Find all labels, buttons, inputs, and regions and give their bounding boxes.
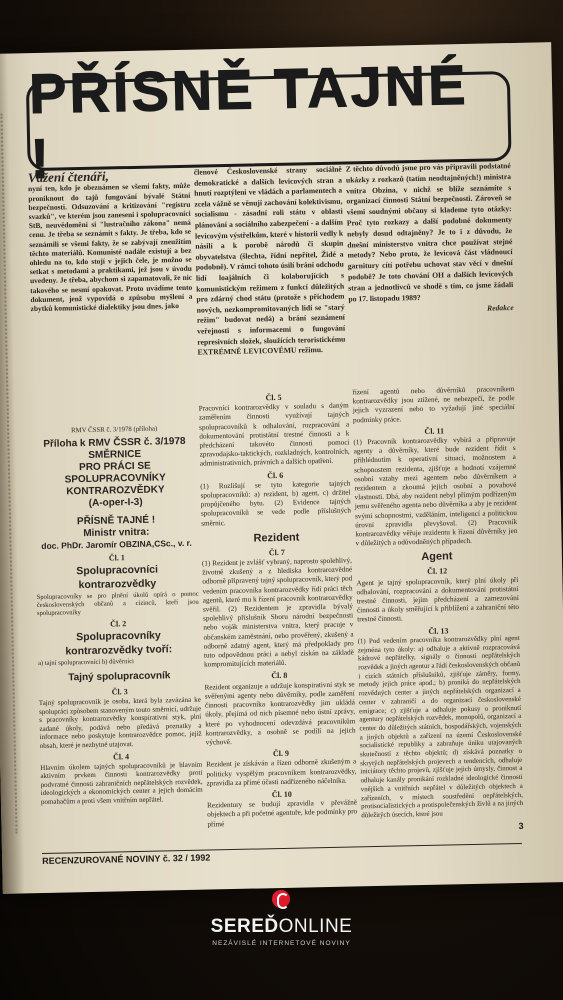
document-column-right xyxy=(352,385,523,824)
signature: Redakce xyxy=(487,303,514,313)
article-9-text: Rezident je získáván a řízen odborně zkušeným a politicky vyspělým pracovníkem kontrarozvědky, zpravidla za přímé účasti nadřízeného náčelníka. xyxy=(206,757,357,788)
brand-thin: ONLINE xyxy=(278,916,353,937)
article-3-text: Tajný spolupracovník je osoba, která byla zavázána ke spolupráci způsobem stanoveným touto směrnicí, udržuje s pracovníky kontrarozvědky konspirativní styk, plní zadané úkoly, podává nebo předává poznatky a informace nebo poskytuje kontrarozvědce pomoc, jejíž obsah, které je nezbytné utajovat. xyxy=(38,695,202,750)
intro-column-right xyxy=(346,161,514,318)
article-10-text: Rezidentury se budují zpravidla v převážně objektech a při početné agentuře, kde podmínky pro přímé xyxy=(206,798,358,829)
doc-code: (A-oper-I-3) xyxy=(88,496,143,509)
document-column xyxy=(33,425,203,807)
heading-tajny: Tajný spolupracovník xyxy=(68,670,171,684)
watermark-brand xyxy=(0,916,563,938)
heading-agent: Agent xyxy=(421,550,453,564)
article-1-number: Čl. 1 xyxy=(108,553,125,563)
logo-icon xyxy=(272,890,290,908)
doc-appendix: Příloha k RMV ČSSR č. 3/1978 xyxy=(43,435,186,450)
article-13-text: (1) Pod vedením pracovníka kontrarozvědky plní agent zejména tyto úkoly: a) odhaluje a aktivně rozpracovává kádrové nepřátelky, signály o činnosti nepřátelských rozvědek a jiných agentur a řádí československých občanů i cizích státních příslušníků, zjišťuje záměry, formy, metody jejich práce apod.; b) proniká do nepřátelských rozvědných center a jiných nepřátelských organizací a center v zahraničí a do organizací československé emigrace; c) zjišťuje a odhaluje pokusy o proniknutí agentury nepřátelských rozvědek, monopolů, organizací a center do důležitých státních, hospodářských, vojenských a jiných objektů a zařízení na území Československé socialistické republiky a zabraňuje úniku utajovaných skutečností z těchto objektů; d) získává poznatky o skrytých nepřátelských projevech a tendencích, odhaluje iniciátory těchto projevů, zjišťuje jejich úmysly, činnost a odhaluje kanály pronikání rozkladné ideologické činnosti vnějších a vnitřních nepřátel v důležitých objektech a zařízeních, v místech soustředění nepřátelských, protisocialistických a protispolečenských živlů a na jiných důležitých úsecích, které jsou xyxy=(357,634,524,820)
salutation: Vážení čtenáři, xyxy=(27,168,109,186)
article-4-number: Čl. 4 xyxy=(112,751,130,762)
article-10-number: Čl. 10 xyxy=(271,789,292,800)
intro-lead: nyní ten, kdo je obeznámen se všemi fakty, může proniknout do tajů fungování bývalé Státní bezpečnosti. Odsuzování a kritizování "registru svazků", ve kterém jsou zaneseni i spolupracovníci StB, neuvědomění si "lustračního zákona" nemá cenu. Je třeba se seznámit s fakty. Je třeba, kdo se seznámili se všemi fakty, že se zabývají zneužitím těchto materiálů. Komunisté nadále existují a bez ohledu na to, kdo stojí v jejich čele, je možno se setkat s metodami a praktikami, jež jsou v úvodu uvedeny. Je třeba, abychom si zapamatovali, že nic takového se nesmí opakovat. Proto uvádíme tento dokument, jenž vypovídá o způsobu myšlení a zbytků komunistické dialektiky jsou dnes, jako xyxy=(28,181,193,314)
page-footer xyxy=(42,843,522,870)
doc-smernice: SMĚRNICE xyxy=(88,448,142,461)
article-3-number: Čl. 3 xyxy=(111,687,128,697)
article-2-number: Čl. 2 xyxy=(110,619,127,629)
heading-spolupracovnici: Spolupracovníci kontrarozvědky xyxy=(76,563,159,592)
article-8-text: Rezident organizuje a udržuje konspirativní styk se svěřenými agenty nebo důvěrníky, podle zaměření činnosti pracovníka kontrarozvědky jim ukládá úkoly, přejímá od nich písemné nebo ústní zprávy, které po vyhodnocení odevzdává pracovníkům kontrarozvědky, a osobně se podílí na jejich výchově. xyxy=(204,680,356,747)
article-6-text: (1) Rozlišují se tyto kategorie tajných spolupracovníků: a) rezident, b) agent, c) držitel propůjčeného bytu. (2) Evidence tajných spolupracovníků se vede podle příslušných směrnic. xyxy=(200,479,351,528)
article-7-text: (1) Rezident je zvlášť vybraný, naprosto spolehlivý, životně zkušený a z hlediska kontrarozvědné odborně připravený tajný spolupracovník, který pod vedením pracovníka kontrarozvědky řídí práci těch agentů, které mu k řízení pracovník kontrarozvědky svěřil. (2) Rezidentem je zpravidla bývalý spolehlivý příslušník Sboru národní bezpečnosti nebo voják ministerstva vnitra, který pracuje v občanském zaměstnání, nebo prověřený, zkušený a odborně zdatný agent, který má předpoklady pro tuto odpovědnou práci a nebyl získán na základě kompromitujících materiálů. xyxy=(201,556,354,669)
newspaper-page xyxy=(0,42,563,894)
heading-tvori: Spolupracovníky kontrarozvědky tvoří: xyxy=(65,629,173,658)
article-8-number: Čl. 8 xyxy=(271,671,288,681)
article-12-text: Agent je tajný spolupracovník, který plní úkoly při odhalování, rozpracování a dokumentování protistátní trestné činnosti, jejím předcházení a zamezování činnosti a úkoly směřující k přiblížení a zahraniční této trestné činnosti. xyxy=(356,575,520,624)
article-7-number: Čl. 7 xyxy=(268,547,285,558)
doc-minister-label: Ministr vnitra: xyxy=(83,526,150,540)
page-number: 3 xyxy=(518,820,524,832)
intro-column-left xyxy=(28,170,193,316)
watermark xyxy=(0,916,563,947)
doc-secret: PŘÍSNĚ TAJNÉ ! xyxy=(76,514,156,528)
intro-col3: Z těchto důvodů jsme pro vás připravili podstatné ukázky z rozkazů (tatím neodtajněných!) ministra vnitra Obzina, v nichž se blíže seznámíte s organizací činnosti Státní bezpečnosti. Zároveň se všemi soudnými občany si klademe tyto otázky: Proč tyto rozkazy a další podobné dokumenty nebyly dosud odtajněny? Je to i z důvodu, že dnešní ministerstvo vnitra chce používat stejné metody? Nebo proto, že levicová část vládnoucí garnitury cítí potřebu uchovat stav věcí v dnešní podobě? Je toto chování OH a dalších levicových stran a jednotlivců ve shodě s tím, co jsme žádali po 17. listopadu 1989? xyxy=(345,161,514,304)
article-5-number: Čl. 5 xyxy=(265,392,282,403)
article-12-number: Čl. 12 xyxy=(427,566,448,577)
intro-col2: členové Československé strany sociálně demokratické a dalších levicových stran a hnutí rozptýleni ve vládách a parlamentech a zcela vážně se věnují zachování kolektivismu, socialismu - zásadní roli státu v oblasti plánování a sociálního zabezpečení - a dalším levicovým výstřelkům, které v historii vedly k násilí a k porobě národů či skupin obyvatelstva (šlechta, řídní nepřítel, Židé a podobně). V rámci tohoto úsilí brání odchodu lidí loajálních či kolaborujících s komunistickým režimem z funkcí důležitých pro zdárný chod státu (protože s příchodem nových, nezkompromitovaných lidí se "starý režim" budovat nedá) a brání seznámení veřejnosti s informacemi o fungování represivních složek, sloužících teroristickému EXTRÉMNĚ LEVICOVÉMU režimu. xyxy=(193,164,346,357)
article-13-number: Čl. 13 xyxy=(428,626,449,636)
brand-bold: SEREĎ xyxy=(210,916,279,937)
article-11-text: (1) Pracovník kontrarozvědky vybírá a připravuje agenty a důvěrníky, které bude rezident řídit s přihlédnutím k operativní situaci, možnostem a schopnostem rezidenta, zjišťuje a hodnotí vzájemné osobní vztahy mezi agentem nebo důvěrníkem a rezidentem a zkoumá jejich osobní a povahové vlastnosti. Dbá, aby rezident nebyl přímým podřízeným jemu svěřeného agenta nebo důvěrníka a aby je rezident svými schopnostmi, vzděláním, inteligencí a politickou úrovní zpravidla převyšoval. (2) Pracovník kontrarozvědky věřuje rezidentu k řízení důvěrníky jen v důležitých a odůvodněných případech. xyxy=(353,435,518,548)
doc-for-work: PRO PRÁCI SE SPOLUPRACOVNÍKY KONTRAROZVĚDKY xyxy=(64,460,166,498)
article-11-number: Čl. 11 xyxy=(424,426,445,436)
article-6-number: Čl. 6 xyxy=(267,470,284,480)
document-column-middle xyxy=(198,388,357,832)
doc-minister-name: doc. PhDr. Jaromír OBZINA,CSc., v. r. xyxy=(41,537,192,551)
intro-column-middle xyxy=(194,165,346,361)
heading-rezident: Rezident xyxy=(253,531,300,545)
right-lead: řízení agentů nebo důvěrníků pracovníkem kontrarozvědky jsou ztížené, ne nebezpečí, že podle jejich vyzrazení nebo to vyžadují jiné speciální podmínky práce. xyxy=(352,385,515,425)
article-2-items: a) tajní spolupracovníci b) důvěrníci xyxy=(37,658,135,668)
article-5-text: Pracovníci kontrarozvědky v souladu s daným zaměřením činnosti využívají tajných spolupracovníků k odhalování, rozpracování a dokumentování protistátní trestné činnosti a k předcházení takovéto činnosti pomocí zpravodajsko-taktických, rozkladných, kontrolních, administrativních, právních a dalších opatření. xyxy=(198,401,350,469)
article-9-number: Čl. 9 xyxy=(272,748,290,759)
article-1-text: Spolupracovníky se pro plnění úkolů opírá o pomoc československých občanů a cizinců, kteří jsou spolupracovníky xyxy=(36,590,199,618)
newspaper-name: RECENZUROVANÉ NOVINY č. 32 / 1992 xyxy=(42,852,211,867)
headline: PŘÍSNĚ TAJNÉ ! xyxy=(28,52,470,191)
doc-ref: RMV ČSSR č. 3/1978 (příloha) xyxy=(71,425,158,435)
article-4-text: Hlavním úkolem tajných spolupracovníků je hlavním aktivním prvkem činnosti kontrarozvědky proti podvratné činnosti zahraničních nepřátelských rozvědek, ideologických a ekonomických center a jejich domácím pomahačům a proti všem vnitřním nepřátel. xyxy=(40,760,203,806)
watermark-tagline: NEZÁVISLÉ INTERNETOVÉ NOVINY xyxy=(212,940,351,947)
